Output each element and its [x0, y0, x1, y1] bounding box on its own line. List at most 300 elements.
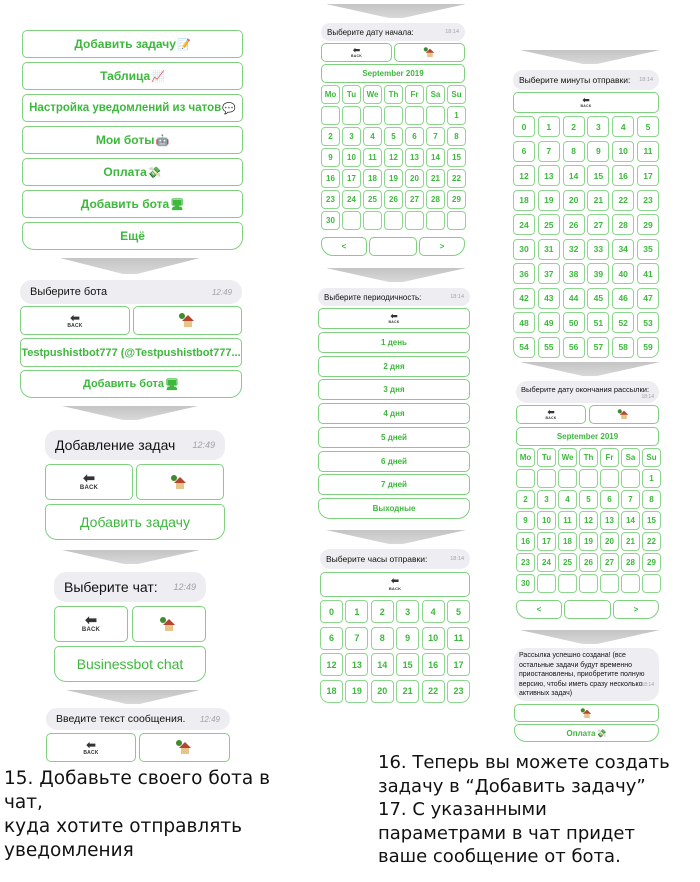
minute-option[interactable]: 56	[563, 337, 585, 358]
hour-option[interactable]: 11	[447, 627, 470, 650]
computer-icon: 🖥	[170, 198, 185, 211]
back-button[interactable]	[54, 606, 128, 642]
calendar-empty-cell[interactable]	[363, 106, 382, 125]
back-icon: ⬅ BACK	[545, 407, 557, 420]
calendar-day[interactable]: 27	[405, 190, 424, 209]
choose-chat-message	[54, 572, 206, 602]
minute-option[interactable]: 20	[563, 190, 585, 211]
message-text: Рассылка успешно создана! (все остальные задачи будут временно приостановлены, приобретите полную версию, чтобы иметь сразу несколько активных задач)	[519, 652, 645, 697]
calendar-day[interactable]: 21	[621, 532, 640, 551]
minute-option[interactable]: 25	[538, 214, 560, 235]
calendar-day[interactable]: 25	[558, 553, 577, 572]
minute-option[interactable]: 45	[587, 288, 609, 309]
calendar-day[interactable]: 12	[579, 511, 598, 530]
hour-option[interactable]: 4	[422, 600, 445, 623]
calendar-day[interactable]: 14	[426, 148, 445, 167]
message-time: 18:14	[450, 294, 464, 300]
calendar-day[interactable]: 2	[516, 490, 535, 509]
menu-item-label: Таблица	[100, 69, 151, 83]
minute-option[interactable]: 59	[637, 337, 659, 358]
calendar-day[interactable]: 22	[447, 169, 466, 188]
home-button[interactable]	[132, 606, 206, 642]
message-text: Добавление задач	[55, 437, 176, 453]
message-time: 18:14	[445, 29, 459, 35]
message-text: Выберите бота	[30, 286, 108, 298]
calendar-day[interactable]: 15	[447, 148, 466, 167]
house-icon	[619, 410, 629, 419]
weekday-header: Mo	[321, 85, 340, 104]
message-time: 18:14	[450, 556, 464, 562]
caption-line: уведомления	[4, 840, 134, 861]
calendar-empty-cell[interactable]	[516, 469, 535, 488]
minute-option[interactable]: 26	[563, 214, 585, 235]
minute-option[interactable]: 50	[563, 312, 585, 333]
calendar-day[interactable]: 9	[321, 148, 340, 167]
minute-option[interactable]: 13	[538, 165, 560, 186]
calendar-day[interactable]: 13	[600, 511, 619, 530]
calendar-day[interactable]: 4	[558, 490, 577, 509]
chat-item-label: Businessbot chat	[76, 656, 184, 672]
calendar-day[interactable]: 15	[642, 511, 661, 530]
chat-item-button[interactable]	[54, 646, 206, 682]
calendar-day[interactable]: 11	[558, 511, 577, 530]
calendar-day[interactable]: 3	[537, 490, 556, 509]
calendar-day[interactable]: 16	[321, 169, 340, 188]
calendar-empty-cell[interactable]	[384, 211, 403, 230]
house-icon	[425, 48, 435, 57]
minute-option[interactable]: 1	[538, 116, 560, 137]
minute-option[interactable]: 37	[538, 263, 560, 284]
minute-option[interactable]: 35	[637, 239, 659, 260]
hour-option[interactable]: 0	[320, 600, 343, 623]
weekday-header: Su	[447, 85, 466, 104]
minute-option[interactable]: 55	[538, 337, 560, 358]
message-text: Введите текст сообщения.	[56, 713, 186, 725]
back-button[interactable]	[20, 306, 130, 335]
prev-label: <	[341, 242, 347, 251]
back-icon: ⬅ BACK	[79, 470, 99, 491]
minute-option[interactable]: 43	[538, 288, 560, 309]
minute-option[interactable]: 38	[563, 263, 585, 284]
calendar-day[interactable]: 4	[363, 127, 382, 146]
menu-chat-notifications-button[interactable]	[22, 94, 243, 122]
payment-button[interactable]	[514, 724, 659, 742]
calendar-empty-cell[interactable]	[405, 211, 424, 230]
prev-month-button[interactable]	[516, 600, 562, 619]
calendar-day[interactable]: 23	[516, 553, 535, 572]
minute-option[interactable]: 21	[587, 190, 609, 211]
flow-arrow	[66, 690, 200, 704]
add-bot-button[interactable]	[20, 370, 242, 398]
hour-option[interactable]: 14	[371, 653, 394, 676]
weekday-header: Tu	[537, 448, 556, 467]
add-task-label: Добавить задачу	[80, 514, 190, 530]
minute-option[interactable]: 44	[563, 288, 585, 309]
menu-item-label: Оплата	[103, 165, 147, 179]
hour-option[interactable]: 13	[345, 653, 368, 676]
home-button[interactable]	[136, 464, 224, 500]
hour-option[interactable]: 2	[371, 600, 394, 623]
calendar-empty-cell[interactable]	[558, 469, 577, 488]
calendar-empty-cell[interactable]	[579, 469, 598, 488]
home-button[interactable]	[139, 733, 230, 762]
minute-option[interactable]: 33	[587, 239, 609, 260]
hour-option[interactable]: 15	[396, 653, 419, 676]
weekday-header: Tu	[342, 85, 361, 104]
calendar-empty-cell[interactable]	[537, 574, 556, 593]
house-icon	[178, 741, 192, 754]
add-bot-label: Добавить бота	[82, 378, 165, 390]
caption-steps-16-17	[378, 751, 698, 869]
minute-option[interactable]: 31	[538, 239, 560, 260]
weekday-header: Su	[642, 448, 661, 467]
start-date-message	[321, 23, 465, 41]
minute-option[interactable]: 54	[513, 337, 535, 358]
calendar-day[interactable]: 24	[537, 553, 556, 572]
money-icon: 💸	[596, 728, 607, 738]
calendar-empty-cell[interactable]	[579, 574, 598, 593]
speech-bubble-icon: 💬	[222, 102, 236, 115]
minute-option[interactable]: 17	[637, 165, 659, 186]
calendar-day[interactable]: 8	[447, 127, 466, 146]
minute-option[interactable]: 53	[637, 312, 659, 333]
weekday-header: Fr	[405, 85, 424, 104]
minute-option[interactable]: 22	[612, 190, 634, 211]
prev-label: <	[536, 605, 542, 614]
calendar-day[interactable]: 26	[579, 553, 598, 572]
back-button[interactable]	[516, 405, 586, 424]
calendar-day[interactable]: 13	[405, 148, 424, 167]
calendar-day[interactable]: 29	[447, 190, 466, 209]
minute-option[interactable]: 10	[612, 141, 634, 162]
weekday-header: Mo	[516, 448, 535, 467]
success-message	[514, 648, 659, 701]
house-icon	[162, 618, 176, 631]
back-icon: ⬅ BACK	[580, 95, 592, 108]
calendar-empty-cell[interactable]	[447, 211, 466, 230]
calendar-empty-cell[interactable]	[600, 469, 619, 488]
minute-option[interactable]: 48	[513, 312, 535, 333]
calendar-day[interactable]: 6	[600, 490, 619, 509]
caption-line: параметрами в чат придет	[378, 822, 635, 844]
calendar-day[interactable]: 18	[558, 532, 577, 551]
message-text: Выберите часы отправки:	[326, 554, 428, 564]
flow-arrow	[326, 4, 466, 18]
next-label: >	[439, 242, 445, 251]
hour-option[interactable]: 7	[345, 627, 368, 650]
menu-item-label: Ещё	[120, 229, 145, 243]
weekday-header: Sa	[426, 85, 445, 104]
message-time: 18:14	[641, 393, 654, 400]
periodicity-option[interactable]: 6 дней	[318, 451, 470, 472]
hour-option[interactable]: 21	[396, 680, 419, 703]
hour-option[interactable]: 3	[396, 600, 419, 623]
back-icon: ⬅ BACK	[388, 311, 400, 324]
minute-option[interactable]: 41	[637, 263, 659, 284]
flow-arrow	[60, 258, 200, 274]
calendar-empty-cell[interactable]	[342, 106, 361, 125]
chart-icon: 📈	[151, 70, 165, 83]
minute-option[interactable]: 23	[637, 190, 659, 211]
minute-option[interactable]: 42	[513, 288, 535, 309]
calendar-day[interactable]: 20	[600, 532, 619, 551]
minute-option[interactable]: 11	[637, 141, 659, 162]
minute-option[interactable]: 16	[612, 165, 634, 186]
next-month-button[interactable]	[419, 237, 465, 256]
minute-option[interactable]: 15	[587, 165, 609, 186]
calendar-day[interactable]: 5	[384, 127, 403, 146]
message-text: Выберите чат:	[64, 579, 158, 595]
back-button[interactable]	[46, 733, 136, 762]
caption-step-15	[4, 767, 304, 863]
minute-option[interactable]: 34	[612, 239, 634, 260]
choose-bot-message	[20, 280, 242, 304]
weekday-header: We	[558, 448, 577, 467]
minute-option[interactable]: 30	[513, 239, 535, 260]
hour-option[interactable]: 17	[447, 653, 470, 676]
calendar-day[interactable]: 3	[342, 127, 361, 146]
add-task-message	[45, 430, 225, 460]
minute-option[interactable]: 0	[513, 116, 535, 137]
add-task-button[interactable]	[45, 504, 225, 540]
calendar-day[interactable]: 5	[579, 490, 598, 509]
calendar-day[interactable]: 19	[384, 169, 403, 188]
minute-option[interactable]: 32	[563, 239, 585, 260]
calendar-day[interactable]: 7	[426, 127, 445, 146]
menu-item-label: Добавить задачу	[74, 37, 176, 51]
calendar-day[interactable]: 1	[447, 106, 466, 125]
bot-item-label: Testpushistbot777 (@Testpushistbot777...	[21, 346, 241, 359]
minute-option[interactable]: 36	[513, 263, 535, 284]
message-time: 12:49	[199, 714, 220, 724]
home-button[interactable]	[133, 306, 242, 335]
calendar-day[interactable]: 16	[516, 532, 535, 551]
caption-line: куда хотите отправлять	[4, 816, 243, 837]
back-icon: ⬅ BACK	[67, 310, 83, 329]
periodicity-option[interactable]: 4 дня	[318, 403, 470, 424]
back-button[interactable]	[45, 464, 133, 500]
minute-option[interactable]: 51	[587, 312, 609, 333]
minute-option[interactable]: 40	[612, 263, 634, 284]
month-label-button[interactable]	[321, 64, 465, 83]
calendar-day[interactable]: 7	[621, 490, 640, 509]
minute-option[interactable]: 18	[513, 190, 535, 211]
calendar-day[interactable]: 19	[579, 532, 598, 551]
calendar-empty-cell[interactable]	[342, 211, 361, 230]
minute-option[interactable]: 12	[513, 165, 535, 186]
minute-option[interactable]: 49	[538, 312, 560, 333]
caption-line: ваше сообщение от бота.	[378, 846, 621, 867]
periodicity-option[interactable]: 7 дней	[318, 474, 470, 495]
minute-option[interactable]: 5	[637, 116, 659, 137]
menu-payment-button[interactable]	[22, 158, 243, 186]
message-text: Выберите периодичность:	[324, 292, 422, 302]
menu-item-label: Мои боты	[95, 133, 155, 147]
message-time: 12:49	[192, 440, 215, 450]
calendar-day[interactable]: 9	[516, 511, 535, 530]
calendar-empty-cell[interactable]	[621, 469, 640, 488]
periodicity-option[interactable]: 2 дня	[318, 356, 470, 377]
menu-more-button[interactable]	[22, 222, 243, 250]
periodicity-option[interactable]: 1 день	[318, 332, 470, 353]
calendar-day[interactable]: 23	[321, 190, 340, 209]
periodicity-option[interactable]: Выходные	[318, 498, 470, 519]
prev-month-button[interactable]	[321, 237, 367, 256]
home-button[interactable]	[589, 405, 659, 424]
minute-option[interactable]: 47	[637, 288, 659, 309]
empty-button[interactable]	[564, 600, 611, 619]
calendar-day[interactable]: 1	[642, 469, 661, 488]
calendar-day[interactable]: 27	[600, 553, 619, 572]
back-icon: ⬅ BACK	[351, 45, 362, 58]
message-text: Выберите дату начала:	[327, 27, 414, 37]
calendar-day[interactable]: 25	[363, 190, 382, 209]
next-month-button[interactable]	[613, 600, 659, 619]
month-label: September 2019	[556, 432, 619, 441]
calendar-day[interactable]: 18	[363, 169, 382, 188]
minute-option[interactable]: 52	[612, 312, 634, 333]
calendar-day[interactable]: 30	[516, 574, 535, 593]
payment-label: Оплата	[566, 728, 596, 738]
hour-option[interactable]: 23	[447, 680, 470, 703]
calendar-day[interactable]: 11	[363, 148, 382, 167]
calendar-empty-cell[interactable]	[321, 106, 340, 125]
menu-add-task-button[interactable]	[22, 30, 243, 58]
minute-option[interactable]: 3	[587, 116, 609, 137]
minute-option[interactable]: 29	[637, 214, 659, 235]
home-button[interactable]	[394, 43, 465, 62]
calendar-day[interactable]: 29	[642, 553, 661, 572]
calendar-day[interactable]: 17	[537, 532, 556, 551]
back-button[interactable]	[513, 92, 659, 113]
calendar-empty-cell[interactable]	[363, 211, 382, 230]
flow-arrow	[520, 362, 660, 376]
calendar-day[interactable]: 8	[642, 490, 661, 509]
calendar-empty-cell[interactable]	[384, 106, 403, 125]
menu-item-label: Настройка уведомлений из чатов	[29, 102, 222, 114]
menu-table-button[interactable]	[22, 62, 243, 90]
back-button[interactable]	[320, 572, 470, 597]
hour-option[interactable]: 19	[345, 680, 368, 703]
hour-option[interactable]: 6	[320, 627, 343, 650]
menu-my-bots-button[interactable]	[22, 126, 243, 154]
periodicity-option[interactable]: 3 дня	[318, 379, 470, 400]
calendar-empty-cell[interactable]	[558, 574, 577, 593]
calendar-day[interactable]: 30	[321, 211, 340, 230]
empty-button[interactable]	[369, 237, 417, 256]
caption-line: задачу в “Добавить задачу”	[378, 775, 646, 797]
calendar-empty-cell[interactable]	[600, 574, 619, 593]
hour-option[interactable]: 18	[320, 680, 343, 703]
calendar-day[interactable]: 24	[342, 190, 361, 209]
calendar-empty-cell[interactable]	[621, 574, 640, 593]
weekday-header: Fr	[600, 448, 619, 467]
calendar-day[interactable]: 22	[642, 532, 661, 551]
calendar-day[interactable]: 28	[426, 190, 445, 209]
back-icon: ⬅ BACK	[388, 576, 402, 591]
message-time: 12:49	[173, 582, 196, 592]
caption-line: 17. С указанными	[378, 799, 547, 820]
bot-item-button[interactable]	[20, 338, 242, 367]
flow-arrow	[62, 550, 200, 564]
calendar-day[interactable]: 10	[537, 511, 556, 530]
caption-line: 15. Добавьте своего бота в чат,	[4, 768, 270, 813]
minute-option[interactable]: 9	[587, 141, 609, 162]
calendar-empty-cell[interactable]	[405, 106, 424, 125]
flow-arrow	[326, 268, 466, 282]
hour-option[interactable]: 22	[422, 680, 445, 703]
menu-add-bot-button[interactable]	[22, 190, 243, 218]
minute-option[interactable]: 19	[538, 190, 560, 211]
month-label-button[interactable]	[516, 427, 659, 446]
back-icon: ⬅ BACK	[83, 737, 99, 756]
calendar-day[interactable]: 20	[405, 169, 424, 188]
minute-option[interactable]: 39	[587, 263, 609, 284]
hour-option[interactable]: 12	[320, 653, 343, 676]
calendar-day[interactable]: 17	[342, 169, 361, 188]
minute-option[interactable]: 2	[563, 116, 585, 137]
calendar-day[interactable]: 12	[384, 148, 403, 167]
minute-option[interactable]: 7	[538, 141, 560, 162]
house-icon	[582, 708, 592, 717]
weekday-header: Sa	[621, 448, 640, 467]
hours-message	[320, 549, 470, 569]
hour-option[interactable]: 10	[422, 627, 445, 650]
minute-option[interactable]: 28	[612, 214, 634, 235]
menu-item-label: Добавить бота	[80, 197, 170, 211]
calendar-empty-cell[interactable]	[426, 211, 445, 230]
hour-option[interactable]: 16	[422, 653, 445, 676]
calendar-day[interactable]: 21	[426, 169, 445, 188]
calendar-day[interactable]: 2	[321, 127, 340, 146]
hour-option[interactable]: 8	[371, 627, 394, 650]
minute-option[interactable]: 4	[612, 116, 634, 137]
hour-option[interactable]: 5	[447, 600, 470, 623]
end-date-message	[516, 381, 659, 403]
caption-line: 16. Теперь вы можете создать	[378, 752, 670, 773]
back-icon: ⬅ BACK	[81, 612, 101, 633]
periodicity-option[interactable]: 5 дней	[318, 427, 470, 448]
minute-option[interactable]: 24	[513, 214, 535, 235]
back-button[interactable]	[318, 308, 470, 329]
calendar-empty-cell[interactable]	[426, 106, 445, 125]
calendar-day[interactable]: 14	[621, 511, 640, 530]
message-text: Выберите дату окончания рассылки:	[521, 384, 650, 394]
hour-option[interactable]: 9	[396, 627, 419, 650]
money-icon: 💸	[147, 166, 162, 179]
calendar-empty-cell[interactable]	[642, 574, 661, 593]
minute-option[interactable]: 27	[587, 214, 609, 235]
robot-icon: 🤖	[155, 134, 170, 147]
back-button[interactable]	[321, 43, 392, 62]
calendar-empty-cell[interactable]	[537, 469, 556, 488]
home-button[interactable]	[514, 704, 659, 722]
minute-option[interactable]: 8	[563, 141, 585, 162]
minute-option[interactable]: 6	[513, 141, 535, 162]
month-label: September 2019	[362, 69, 424, 78]
minute-option[interactable]: 58	[612, 337, 634, 358]
minute-option[interactable]: 14	[563, 165, 585, 186]
minute-option[interactable]: 46	[612, 288, 634, 309]
minute-option[interactable]: 57	[587, 337, 609, 358]
calendar-day[interactable]: 6	[405, 127, 424, 146]
calendar-day[interactable]: 10	[342, 148, 361, 167]
calendar-day[interactable]: 28	[621, 553, 640, 572]
hour-option[interactable]: 1	[345, 600, 368, 623]
hour-option[interactable]: 20	[371, 680, 394, 703]
house-icon	[173, 476, 187, 489]
calendar-day[interactable]: 26	[384, 190, 403, 209]
